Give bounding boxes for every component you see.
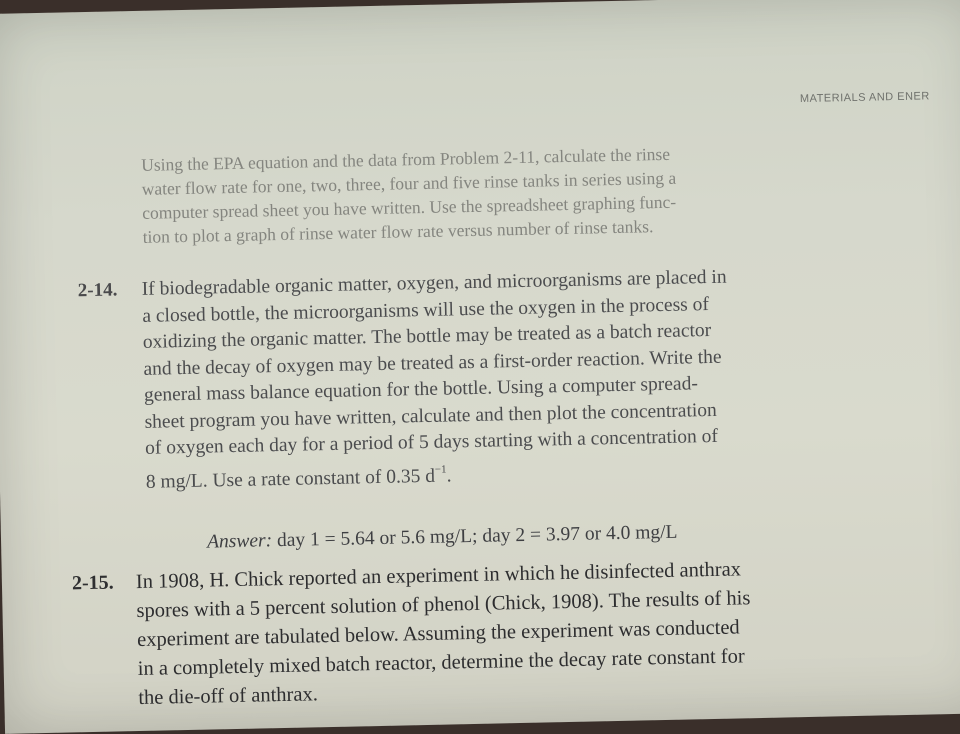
problem-2-13-line: water flow rate for one, two, three, four and five rinse tanks in series using a (141, 167, 677, 199)
problem-2-15-line: In 1908, H. Chick reported an experiment in which he disinfected anthrax (135, 558, 742, 594)
problem-2-15-line: the die-off of anthrax. (138, 683, 319, 710)
problem-2-15-line: spores with a 5 percent solution of phenol (Chick, 1908). The results of his (136, 587, 751, 623)
problem-2-15-line: in a completely mixed batch reactor, determine the decay rate constant for (137, 645, 745, 681)
problem-2-13-line: computer spread sheet you have written. Use the spreadsheet graphing func- (141, 191, 677, 223)
problem-2-13-line: tion to plot a graph of rinse water flow rate versus number of rinse tanks. (142, 216, 654, 247)
problem-2-14-line: oxidizing the organic matter. The bottle may be treated as a batch reactor (142, 319, 712, 353)
answer-text: day 1 = 5.64 or 5.6 mg/L; day 2 = 3.97 or 4.0 mg/L (271, 521, 678, 552)
problem-2-14-line: If biodegradable organic matter, oxygen, and microorganisms are placed in (141, 266, 727, 300)
answer-label: Answer: (206, 530, 273, 553)
problem-2-15-number: 2-15. (71, 571, 114, 595)
problem-2-14-line: sheet program you have written, calculate and then plot the concentration (144, 399, 717, 433)
problem-2-13-text (141, 142, 677, 249)
problem-2-14-line: and the decay of oxygen may be treated as a first-order reaction. Write the (143, 346, 722, 380)
problem-2-14-line: a closed bottle, the microorganisms will use the oxygen in the process of (142, 293, 710, 327)
problem-2-15-text (136, 555, 753, 713)
problem-2-14-number: 2-14. (77, 279, 118, 302)
problem-2-14-answer (207, 520, 678, 556)
problem-2-14-line: general mass balance equation for the bottle. Using a computer spread- (143, 373, 699, 406)
problem-2-13-line: Using the EPA equation and the data from Problem 2-11, calculate the rinse (140, 143, 671, 175)
problem-2-14-line: of oxygen each day for a period of 5 days starting with a concentration of (144, 425, 719, 459)
problem-2-14-text (142, 265, 731, 496)
sentence-period: . (446, 464, 452, 487)
problem-2-15-line: experiment are tabulated below. Assuming the experiment was conducted (136, 616, 740, 652)
rate-constant-text: 8 mg/L. Use a rate constant of 0.35 d (145, 465, 436, 493)
running-head: MATERIALS AND ENER (799, 90, 930, 106)
rate-constant-exponent: −1 (434, 463, 447, 476)
